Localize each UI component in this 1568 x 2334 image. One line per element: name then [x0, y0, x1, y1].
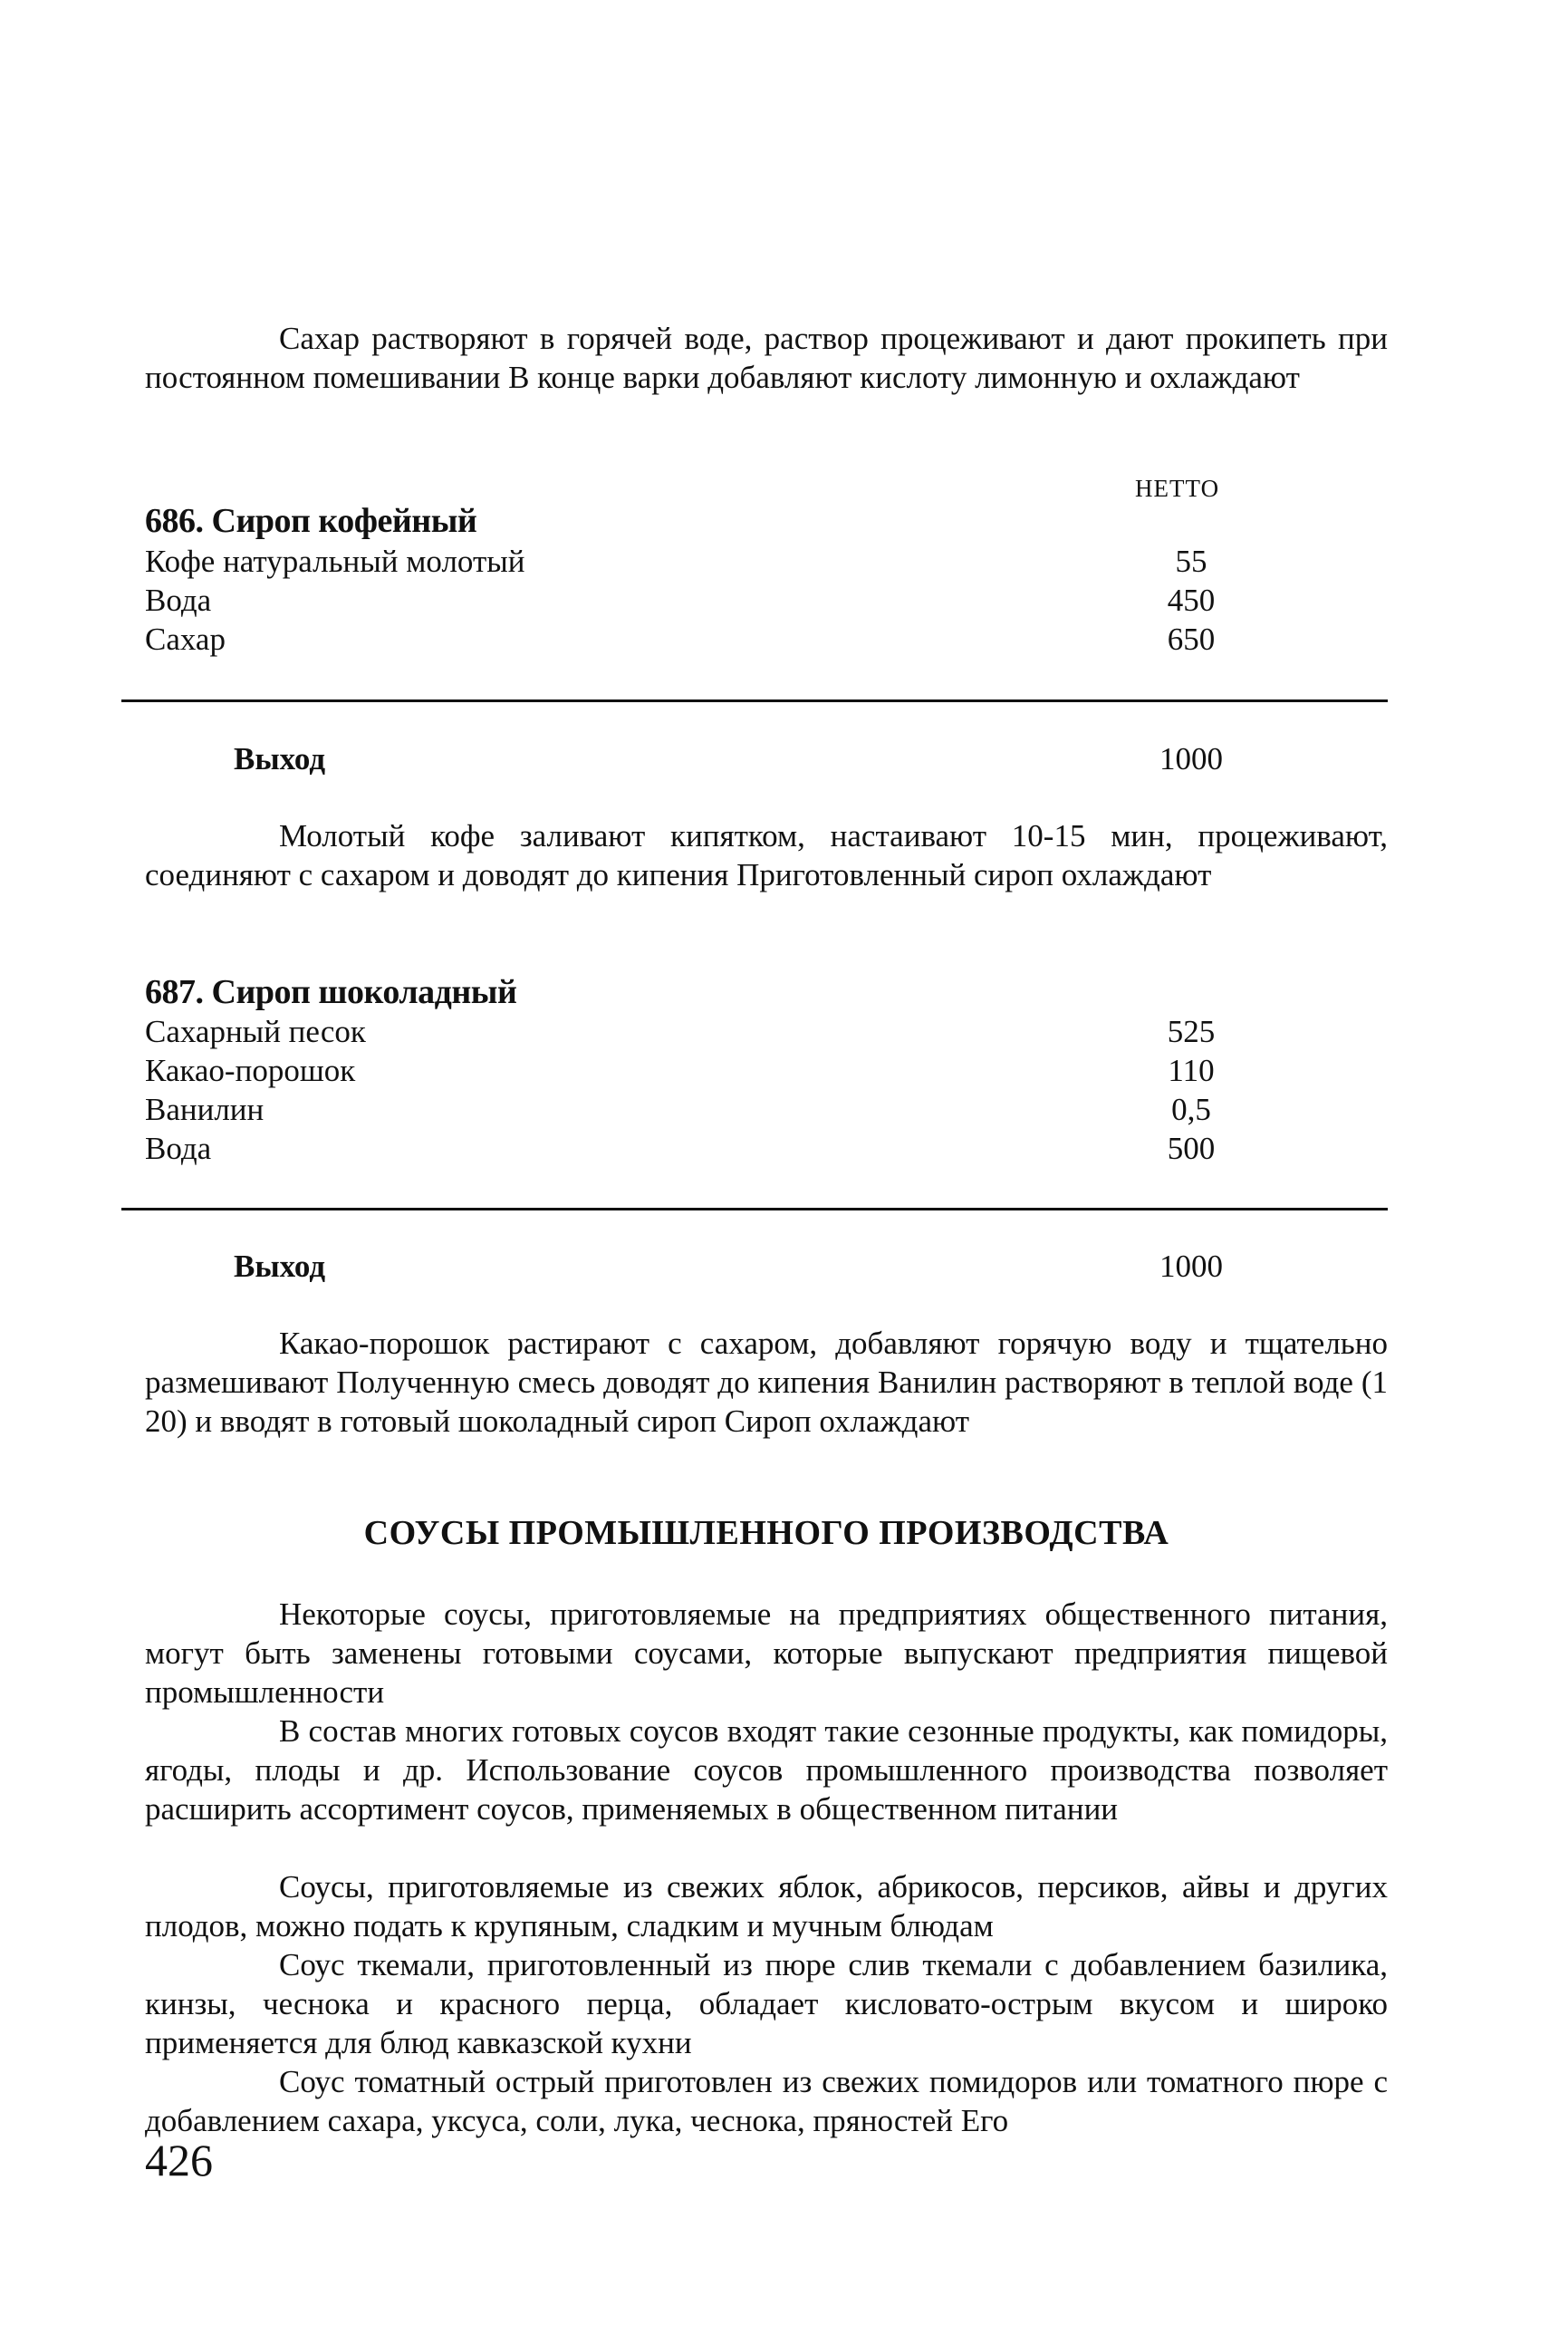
page-number: 426 [145, 2135, 213, 2185]
yield-qty: 1000 [1159, 741, 1223, 776]
section-paragraph: Некоторые соусы, приготовляемые на предприятиях общественного питания, могут быть заменены готовыми соусами, которые выпускают предприятия пищевой промышленности [145, 1596, 1388, 1710]
ingredient-name: Ванилин [145, 1092, 265, 1127]
section-paragraph: Соус ткемали, приготовленный из пюре слив ткемали с добавлением базилика, кинзы, чеснока и красного перца, обладает кисловато-острым вкусом и широко применяется для блюд кавказской кухни [145, 1947, 1388, 2060]
netto-column-header: НЕТТО [1135, 475, 1220, 502]
ingredient-name: Кофе натуральный молотый [145, 544, 525, 579]
ingredient-name: Вода [145, 583, 212, 618]
intro-paragraph: Сахар растворяют в горячей воде, раствор процеживают и дают прокипеть при постоянном помешивании В конце варки добавляют кислоту лимонную и охлаждают [145, 321, 1388, 395]
ingredient-qty: 110 [1168, 1053, 1215, 1088]
ingredient-name: Сахар [145, 622, 226, 657]
divider-rule [121, 1208, 1388, 1210]
ingredient-qty: 650 [1167, 622, 1216, 657]
ingredient-name: Какао-порошок [145, 1053, 356, 1088]
yield-label: Выход [234, 1249, 326, 1284]
ingredient-qty: 525 [1167, 1014, 1216, 1049]
yield-qty: 1000 [1159, 1249, 1223, 1284]
section-paragraph: Соусы, приготовляемые из свежих яблок, абрикосов, персиков, айвы и других плодов, можно подать к крупяным, сладким и мучным блюдам [145, 1869, 1388, 1943]
divider-rule [121, 699, 1388, 702]
recipe-687-title: 687. Сироп шоколадный [145, 973, 517, 1011]
ingredient-qty: 500 [1167, 1131, 1216, 1166]
yield-label: Выход [234, 741, 326, 776]
section-paragraph: Соус томатный острый приготовлен из свежих помидоров или томатного пюре с добавлением сахара, уксуса, соли, лука, чеснока, пряностей Его [145, 2064, 1388, 2138]
ingredient-name: Вода [145, 1131, 212, 1166]
recipe-687-instructions: Какао-порошок растирают с сахаром, добавляют горячую воду и тщательно размешивают Полученную смесь доводят до кипения Ванилин растворяют в теплой воде (1 20) и вводят в готовый шоколадный сироп Сироп охлаждают [145, 1326, 1388, 1439]
ingredient-qty: 0,5 [1171, 1092, 1211, 1127]
ingredient-qty: 450 [1167, 583, 1216, 618]
section-heading: СОУСЫ ПРОМЫШЛЕННОГО ПРОИЗВОДСТВА [363, 1514, 1169, 1552]
recipe-686-title: 686. Сироп кофейный [145, 502, 477, 540]
ingredient-name: Сахарный песок [145, 1014, 366, 1049]
ingredient-qty: 55 [1175, 544, 1207, 579]
recipe-686-instructions: Молотый кофе заливают кипятком, настаивают 10-15 мин, процеживают, соединяют с сахаром и доводят до кипения Приготовленный сироп охлаждают [145, 818, 1388, 892]
section-paragraph: В состав многих готовых соусов входят такие сезонные продукты, как помидоры, ягоды, плоды и др. Использование соусов промышленного производства позволяет расширить ассортимент соусов, применяемых в общественном питании [145, 1713, 1388, 1827]
